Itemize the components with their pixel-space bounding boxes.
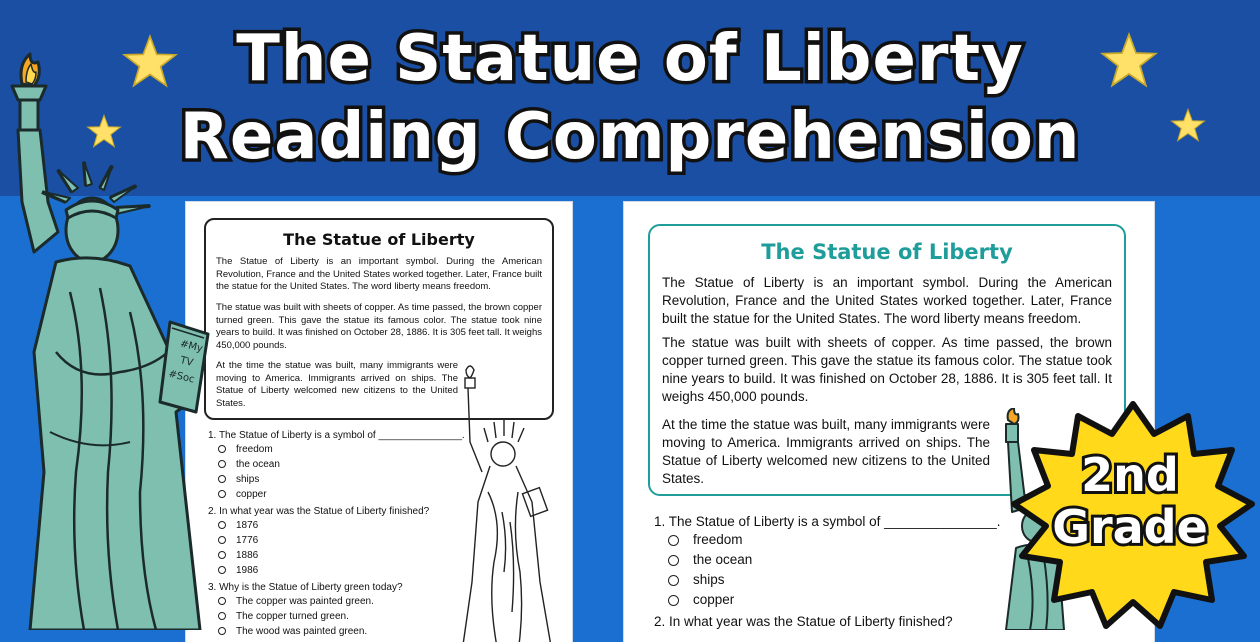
answer-option[interactable]: 1876 [218, 520, 258, 531]
question: 2. In what year was the Statue of Liberty finished? [208, 506, 430, 517]
answer-option[interactable]: 1886 [218, 550, 258, 561]
statue-of-liberty-illustration [0, 52, 240, 630]
question: 3. Why is the Statue of Liberty green today? [208, 582, 403, 593]
grade-badge-number: 2nd [1081, 448, 1179, 502]
worksheet-preview-small [186, 202, 572, 642]
passage-paragraph: The statue was built with sheets of copper. As time passed, the brown copper turned green. This gave the statue its famous color. The statue took nine years to build. It was finished on October 28, 1886. It is 305 feet tall. It weighs 450,000 pounds. [662, 335, 1112, 404]
passage-paragraph: At the time the statue was built, many immigrants were moving to America. Immigrants arrived on ships. The Statue of Liberty welcomed new citizens to the United States. [216, 360, 458, 409]
tablet-text: #My [178, 338, 204, 355]
tablet-text: TV [178, 354, 195, 369]
passage-paragraph: The Statue of Liberty is an important symbol. During the American Revolution, France and the United States worked together. Later, France built the statue for the United States. The word liberty means freedom. [216, 256, 542, 292]
answer-option[interactable]: ships [668, 572, 725, 587]
passage-heading: The Statue of Liberty [283, 230, 475, 249]
answer-option[interactable]: the ocean [668, 552, 752, 567]
page-title-line-2: Reading Comprehension [179, 100, 1081, 174]
answer-option[interactable]: The wood was painted green. [218, 626, 367, 637]
grade-badge-label: Grade [1052, 500, 1208, 554]
passage-heading: The Statue of Liberty [761, 240, 1013, 264]
answer-option[interactable]: the ocean [218, 459, 280, 470]
passage-paragraph: The statue was built with sheets of copper. As time passed, the brown copper turned green. This gave the statue its famous color. The statue took nine years to build. It was finished on October 28, 1886. It is 305 feet tall. It weighs 450,000 pounds. [216, 302, 542, 351]
answer-option[interactable]: 1776 [218, 535, 258, 546]
answer-option[interactable]: freedom [218, 444, 273, 455]
answer-option[interactable]: copper [218, 489, 267, 500]
statue-line-art [448, 362, 568, 642]
answer-option[interactable]: ships [218, 474, 259, 485]
question: 1. The Statue of Liberty is a symbol of _______________. [208, 430, 465, 441]
answer-option[interactable]: The copper turned green. [218, 611, 349, 622]
question: 1. The Statue of Liberty is a symbol of _______________. [654, 514, 1001, 529]
answer-option[interactable]: 1986 [218, 565, 258, 576]
passage-paragraph: The Statue of Liberty is an important symbol. During the American Revolution, France and the United States worked together. Later, France built the statue for the United States. The word liberty means freedom. [662, 275, 1112, 326]
answer-option[interactable]: freedom [668, 532, 743, 547]
answer-option[interactable]: The copper was painted green. [218, 596, 374, 607]
question: 2. In what year was the Statue of Liberty finished? [654, 614, 953, 629]
answer-option[interactable]: copper [668, 592, 734, 607]
tablet-text: #Soc [167, 368, 196, 386]
page-title-line-1: The Statue of Liberty [236, 22, 1024, 96]
passage-paragraph: At the time the statue was built, many immigrants were moving to America. Immigrants arrived on ships. The Statue of Liberty welcomed new citizens to the United States. [662, 417, 990, 486]
